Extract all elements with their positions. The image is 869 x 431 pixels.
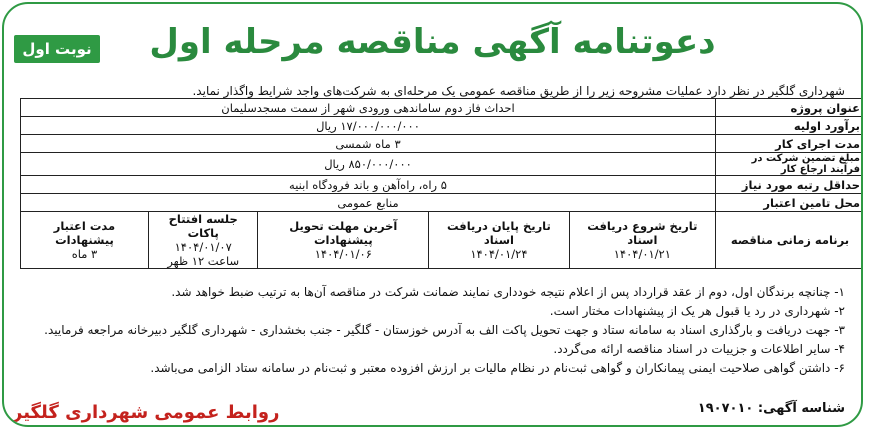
schedule-value: ۱۴۰۴/۰۱/۲۱ (613, 247, 671, 261)
page-title: دعوتنامه آگهی مناقصه مرحله اول (149, 22, 716, 62)
row-label: برآورد اولیه (716, 117, 864, 135)
schedule-cell (148, 212, 258, 269)
schedule-title: جلسه افتتاح پاکات (168, 212, 238, 240)
note-item: ۳- جهت دریافت و بارگذاری اسناد به سامانه ستاد و جهت تحویل پاکت الف به آدرس خوزستان - گلگیر - جنب بخشداری - شهرداری گلگیر دبیرخانه مراجعه فرمایید. (44, 323, 845, 337)
table-row (21, 176, 864, 194)
note-item: ۲- شهرداری در رد یا قبول هر یک از پیشنهادات مختار است. (549, 304, 845, 318)
row-value: منابع عمومی (21, 194, 716, 212)
ad-id: شناسه آگهی: ۱۹۰۷۰۱۰ (697, 401, 845, 416)
note-item: ۱- چنانچه برندگان اول، دوم از عقد قرارداد پس از اعلام نتیجه خودداری نمایند ضمانت شرکت در مناقصه آن‌ها به ترتیب ضبط خواهد شد. (171, 285, 845, 299)
row-label: حداقل رتبه مورد نیاز (716, 176, 864, 194)
notes-list (18, 283, 845, 378)
schedule-value: ۳ ماه (71, 247, 98, 261)
note-item: ۴- سایر اطلاعات و جزییات در اسناد مناقصه ارائه می‌گردد. (553, 342, 845, 356)
schedule-title: تاریخ شروع دریافت اسناد (587, 219, 698, 247)
schedule-title: آخرین مهلت تحویل پیشنهادات (289, 219, 398, 247)
schedule-title: تاریخ پایان دریافت اسناد (447, 219, 551, 247)
tender-table (20, 98, 863, 269)
schedule-extra: ساعت ۱۲ ظهر (167, 254, 240, 268)
schedule-cell (569, 212, 715, 269)
row-value: ۵ راه، راه‌آهن و باند فرودگاه ابنیه (21, 176, 716, 194)
row-value: ۱۷/۰۰۰/۰۰۰/۰۰۰ ریال (21, 117, 716, 135)
table-row (21, 194, 864, 212)
advertisement-frame (2, 2, 863, 427)
schedule-cell (429, 212, 569, 269)
schedule-label: برنامه زمانی مناقصه (716, 212, 864, 269)
table-row (21, 117, 864, 135)
row-label: مبلغ تضمین شرکت در فرآیند ارجاع کار (716, 153, 864, 176)
table-row (21, 135, 864, 153)
row-label: محل تامین اعتبار (716, 194, 864, 212)
note-item: ۶- داشتن گواهی صلاحیت ایمنی پیمانکاران و گواهی ثبت‌نام در نظام مالیات بر ارزش افزوده معتبر و ثبت‌نام در سامانه ستاد الزامی می‌باشد. (150, 361, 845, 375)
row-label: مدت اجرای کار (716, 135, 864, 153)
row-label: عنوان پروژه (716, 99, 864, 117)
table-row (21, 99, 864, 117)
row-value: ۳ ماه شمسی (21, 135, 716, 153)
schedule-cell (258, 212, 429, 269)
row-value: احداث فاز دوم ساماندهی ورودی شهر از سمت مسجدسلیمان (21, 99, 716, 117)
publication-badge: نوبت اول (14, 35, 100, 63)
schedule-value: ۱۴۰۴/۰۱/۰۶ (314, 247, 372, 261)
schedule-cell (21, 212, 149, 269)
schedule-value: ۱۴۰۴/۰۱/۰۷ (174, 240, 232, 254)
schedule-title: مدت اعتبار پیشنهادات (53, 219, 116, 247)
schedule-row (21, 212, 864, 269)
footer-signature: روابط عمومی شهرداری گلگیر (12, 402, 280, 423)
intro-text: شهرداری گلگیر در نظر دارد عملیات مشروحه زیر را از طریق مناقصه عمومی یک مرحله‌ای به شرکت‌های واجد شرایط واگذار نماید. (192, 84, 845, 98)
table-row (21, 153, 864, 176)
schedule-value: ۱۴۰۴/۰۱/۲۴ (470, 247, 528, 261)
row-value: ۸۵۰/۰۰۰/۰۰۰ ریال (21, 153, 716, 176)
